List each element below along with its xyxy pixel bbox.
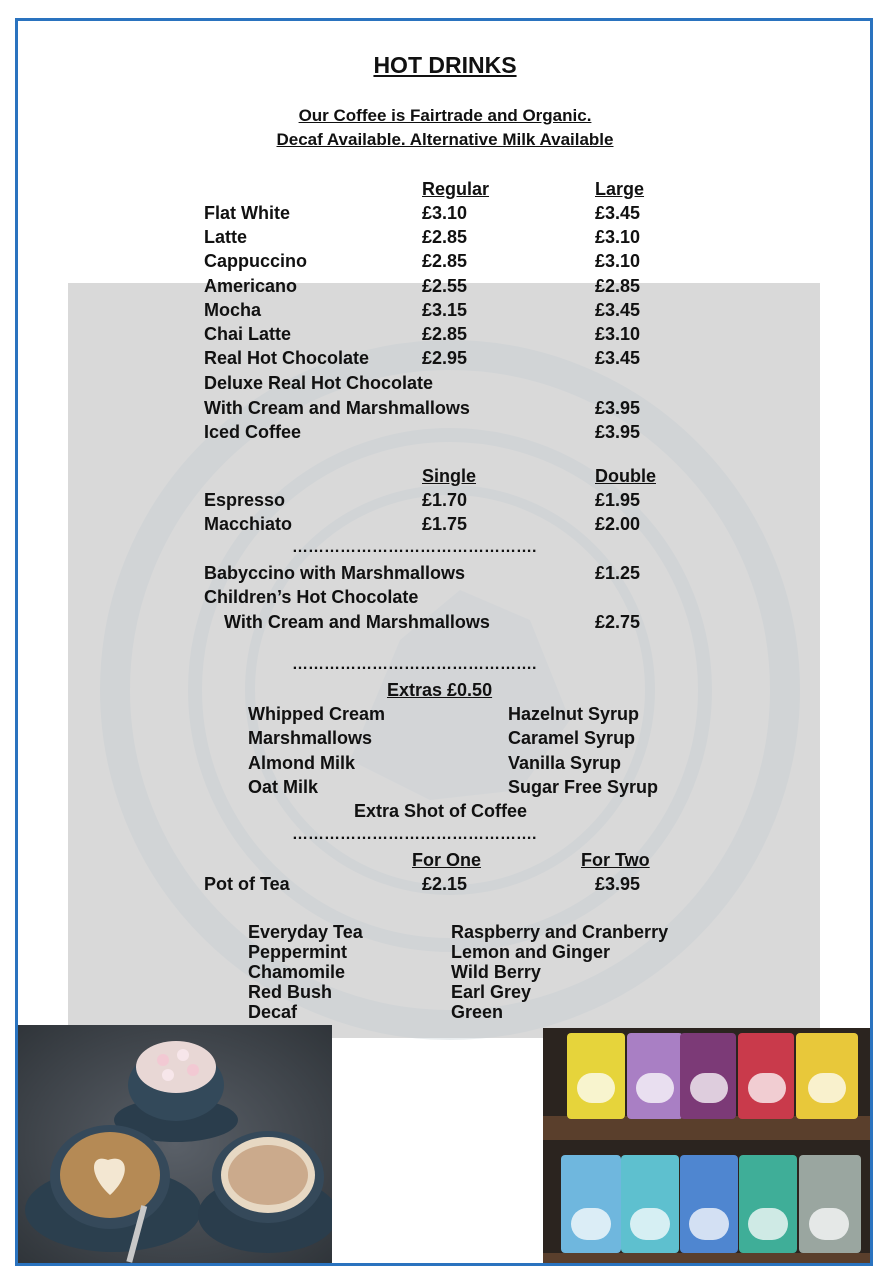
subtitle-decaf: Decaf Available. Alternative Milk Available bbox=[276, 130, 614, 149]
tea-tins-photo bbox=[543, 1028, 870, 1263]
extra-item: Oat Milk bbox=[248, 776, 319, 797]
separator: ………………………………………. bbox=[292, 656, 537, 673]
drink-price-regular: £2.85 bbox=[422, 324, 468, 344]
espresso-name: Espresso bbox=[204, 490, 286, 510]
drink-name: Americano bbox=[204, 275, 298, 296]
subtitle-fairtrade: Our Coffee is Fairtrade and Organic. bbox=[298, 106, 592, 125]
tea-variety: Green bbox=[451, 1002, 504, 1022]
header-large: Large bbox=[595, 179, 645, 199]
babyccino-name: Babyccino with Marshmallows bbox=[204, 563, 466, 583]
tea-variety: Red Bush bbox=[248, 982, 333, 1002]
drink-name: Latte bbox=[204, 227, 248, 248]
drink-price-regular: £3.10 bbox=[422, 203, 468, 223]
drink-name: Mocha bbox=[204, 299, 262, 320]
extra-item: Almond Milk bbox=[248, 752, 355, 773]
separator: ………………………………………. bbox=[292, 539, 537, 556]
extras-header: Extras £0.50 bbox=[387, 680, 493, 700]
extra-shot: Extra Shot of Coffee bbox=[354, 801, 528, 821]
tea-variety: Everyday Tea bbox=[248, 922, 363, 942]
coffee-cups-photo bbox=[18, 1025, 332, 1263]
drink-price-large: £3.10 bbox=[595, 251, 641, 272]
drink-price-large: £2.85 bbox=[595, 275, 641, 296]
kids-hot-chocolate-line1: Children’s Hot Chocolate bbox=[204, 587, 419, 607]
espresso-price-double: £2.00 bbox=[595, 514, 641, 534]
espresso-price-single: £1.75 bbox=[422, 514, 468, 534]
kids-hot-chocolate-price: £2.75 bbox=[595, 612, 641, 632]
drink-price-regular: £2.85 bbox=[422, 251, 468, 272]
header-for-two: For Two bbox=[581, 850, 650, 870]
header-double: Double bbox=[595, 466, 656, 486]
extra-item: Vanilla Syrup bbox=[508, 752, 622, 773]
drink-name: Cappuccino bbox=[204, 251, 308, 272]
header-for-one: For One bbox=[412, 850, 482, 870]
drink-name: Chai Latte bbox=[204, 324, 292, 344]
drink-price-large: £3.10 bbox=[595, 227, 641, 248]
deluxe-price: £3.95 bbox=[595, 398, 641, 418]
drink-name: Real Hot Chocolate bbox=[204, 348, 370, 369]
drink-price-large: £3.45 bbox=[595, 348, 641, 369]
header-single: Single bbox=[422, 466, 477, 486]
drink-price-regular: £2.85 bbox=[422, 227, 468, 248]
extra-item: Caramel Syrup bbox=[508, 728, 636, 749]
babyccino-price: £1.25 bbox=[595, 563, 641, 583]
iced-coffee-name: Iced Coffee bbox=[204, 422, 302, 442]
drink-name: Flat White bbox=[204, 203, 290, 223]
page-title: HOT DRINKS bbox=[373, 52, 517, 78]
extra-item: Hazelnut Syrup bbox=[508, 704, 640, 724]
deluxe-name-line1: Deluxe Real Hot Chocolate bbox=[204, 373, 434, 393]
iced-coffee-price: £3.95 bbox=[595, 422, 641, 442]
separator: ………………………………………. bbox=[292, 826, 537, 843]
extra-item: Sugar Free Syrup bbox=[508, 776, 659, 797]
drink-price-large: £3.45 bbox=[595, 299, 641, 320]
espresso-name: Macchiato bbox=[204, 514, 293, 534]
drink-price-regular: £2.55 bbox=[422, 275, 468, 296]
tea-variety: Raspberry and Cranberry bbox=[451, 922, 669, 942]
espresso-price-single: £1.70 bbox=[422, 490, 468, 510]
extra-item: Whipped Cream bbox=[248, 704, 386, 724]
drink-price-regular: £2.95 bbox=[422, 348, 468, 369]
pot-of-tea-price-one: £2.15 bbox=[422, 874, 468, 894]
deluxe-name-line2: With Cream and Marshmallows bbox=[204, 398, 470, 418]
tea-variety: Wild Berry bbox=[451, 962, 541, 982]
tea-variety: Lemon and Ginger bbox=[451, 942, 611, 962]
extra-item: Marshmallows bbox=[248, 728, 373, 749]
tea-variety: Chamomile bbox=[248, 962, 346, 982]
kids-hot-chocolate-line2: With Cream and Marshmallows bbox=[224, 612, 490, 632]
tea-variety: Peppermint bbox=[248, 942, 348, 962]
tea-variety: Earl Grey bbox=[451, 982, 532, 1002]
header-regular: Regular bbox=[422, 179, 490, 199]
tea-variety: Decaf bbox=[248, 1002, 298, 1022]
pot-of-tea-name: Pot of Tea bbox=[204, 874, 290, 894]
pot-of-tea-price-two: £3.95 bbox=[595, 874, 641, 894]
drink-price-large: £3.45 bbox=[595, 203, 641, 223]
drink-price-regular: £3.15 bbox=[422, 299, 468, 320]
drink-price-large: £3.10 bbox=[595, 324, 641, 344]
espresso-price-double: £1.95 bbox=[595, 490, 641, 510]
